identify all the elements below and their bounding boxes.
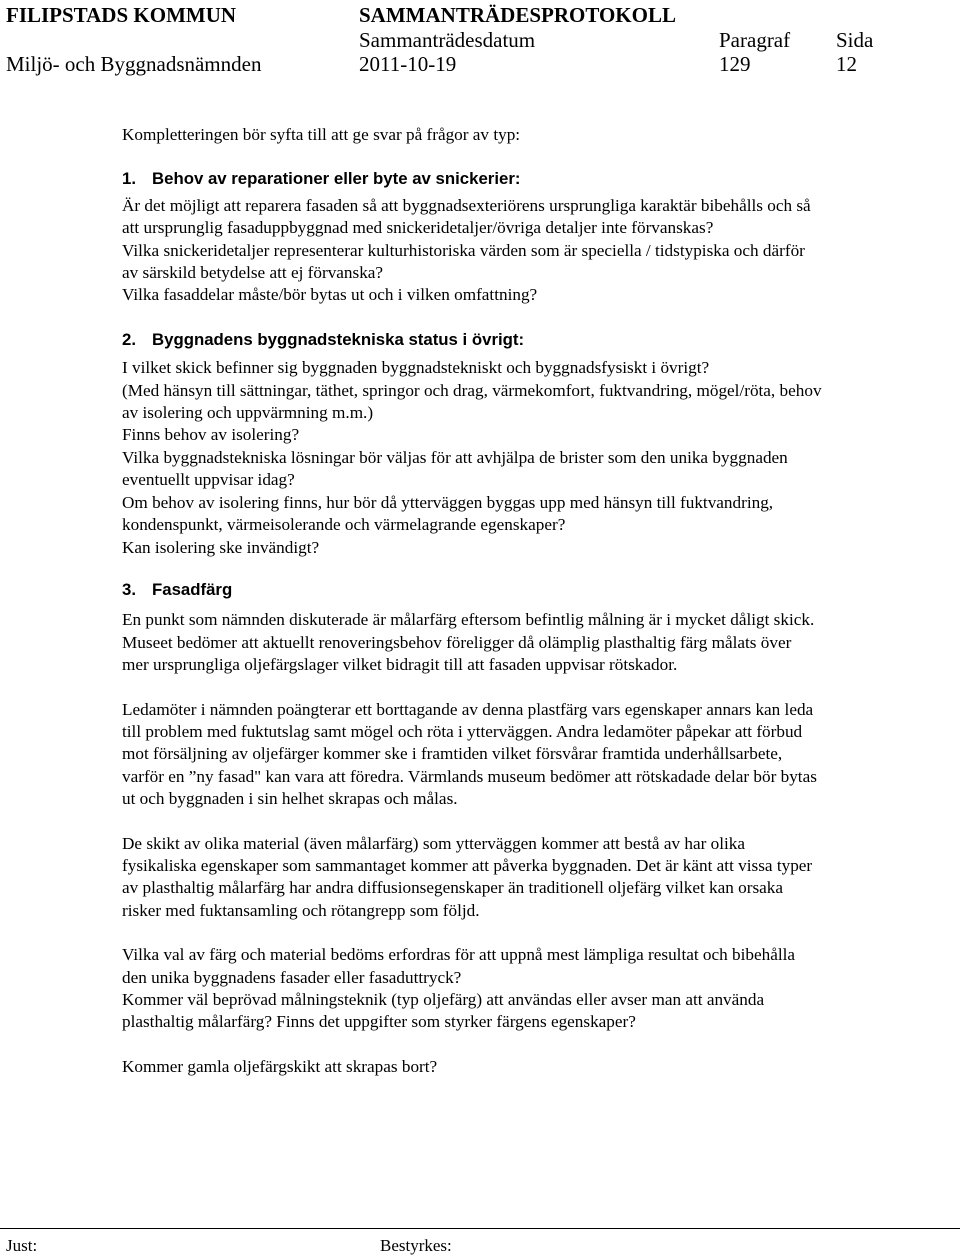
meeting-date: 2011-10-19 xyxy=(359,52,457,76)
section-2-line-6: Kan isolering ske invändigt? xyxy=(122,537,320,557)
paragraph-label: Paragraf xyxy=(719,28,791,52)
section-3-paragraph-2: Ledamöter i nämnden poängterar ett borttagande av denna plastfärg vars egenskaper annars kan leda till problem med fuktutslag samt mögel och röta i ytterväggen. Andra ledamöter påpekar att förbud mot försäljning av oljefärger kommer ske i framtiden vilket försvårar framtida underhållsarbete, varför en ”ny fasad" kan vara att föredra. Värmlands museum bedömer att rötskadade delar bör bytas ut och byggnaden i sin helhet skrapas och målas. xyxy=(122,699,817,809)
paragraph-number: 129 xyxy=(719,52,751,76)
section-3-paragraph-4: Vilka val av färg och material bedöms erfordras för att uppnå mest lämpliga resultat och bibehålla den unika byggnadens fasader eller fasaduttryck? xyxy=(122,945,796,987)
bestyrkes-label: Bestyrkes: xyxy=(380,1236,452,1255)
organization-name: FILIPSTADS KOMMUN xyxy=(6,3,237,27)
section-2-line-5: Om behov av isolering finns, hur bör då ytterväggen byggas upp med hänsyn till fuktvandring, kondenspunkt, värmeisolerande och värmelagrande egenskaper? xyxy=(122,492,774,535)
section-heading-2 xyxy=(122,329,822,351)
section-title: Byggnadens byggnadstekniska status i övrigt: xyxy=(152,329,525,349)
page-label: Sida xyxy=(836,28,874,52)
section-1-line-2: Vilka snickeridetaljer representerar kulturhistoriska värden som är speciella / tidstypiska och därför av särskild betydelse att ej förvanska? xyxy=(122,240,805,283)
section-3-paragraph-1: En punkt som nämnden diskuterade är målarfärg eftersom befintlig målning är i mycket dåligt skick. Museet bedömer att aktuellt renoveringsbehov föreligger då olämplig plasthaltig färg målats över mer ursprungliga oljefärgslager vilket bidragit till att fasaden uppvisar rötskador. xyxy=(122,610,815,675)
section-3-paragraph-5: Kommer väl beprövad målningsteknik (typ oljefärg) att användas eller avser man att använda plasthaltig målarfärg? Finns det uppgifter som styrker färgens egenskaper? xyxy=(122,990,765,1032)
section-2-line-4: Vilka byggnadstekniska lösningar bör väljas för att avhjälpa de brister som den unika byggnaden eventuellt uppvisar idag? xyxy=(122,447,788,490)
section-2-line-2: (Med hänsyn till sättningar, täthet, springor och drag, värmekomfort, fuktvandring, mögel/röta, behov av isolering och uppvärmning m.m.) xyxy=(122,380,822,423)
section-1-line-3: Vilka fasaddelar måste/bör bytas ut och i vilken omfattning? xyxy=(122,285,538,305)
signature-footer xyxy=(0,1228,960,1258)
section-3-paragraph-3: De skikt av olika material (även målarfärg) som ytterväggen kommer att bestå av har olika fysikaliska egenskaper som sammantaget kommer att påverka byggnaden. Det är känt att vissa typer av plasthaltig målarfärg har andra diffusionsegenskaper än traditionell oljefärg vilket kan orsaka risker med fuktansamling och rötangrepp som följd. xyxy=(122,833,813,920)
section-2-line-3: Finns behov av isolering? xyxy=(122,425,300,445)
protocol-body xyxy=(122,124,822,1078)
footer-divider xyxy=(0,1228,960,1229)
meeting-date-label: Sammanträdesdatum xyxy=(359,28,536,52)
section-title: Behov av reparationer eller byte av snickerier: xyxy=(152,169,521,189)
justerat-label: Just: xyxy=(6,1236,38,1255)
section-number: 3. xyxy=(122,579,136,599)
section-heading-1 xyxy=(122,168,822,190)
section-3-paragraph-6: Kommer gamla oljefärgskikt att skrapas bort? xyxy=(122,1056,438,1076)
section-heading-3 xyxy=(122,579,822,601)
section-number: 1. xyxy=(122,169,136,189)
section-title: Fasadfärg xyxy=(152,579,233,599)
section-1-line-1: Är det möjligt att reparera fasaden så att byggnadsexteriörens ursprungliga karaktär bibehålls och så att ursprunglig fasaduppbyggnad med snickeridetaljer/övriga detaljer inte förvanskas? xyxy=(122,195,811,238)
page-number: 12 xyxy=(836,52,857,76)
section-number: 2. xyxy=(122,329,136,349)
section-2-line-1: I vilket skick befinner sig byggnaden byggnadstekniskt och byggnadsfysiskt i övrigt? xyxy=(122,358,710,378)
board-name: Miljö- och Byggnadsnämnden xyxy=(6,52,262,76)
document-type: SAMMANTRÄDESPROTOKOLL xyxy=(359,3,676,27)
protocol-header xyxy=(0,0,960,80)
intro-text: Kompletteringen bör syfta till att ge svar på frågor av typ: xyxy=(122,125,521,144)
